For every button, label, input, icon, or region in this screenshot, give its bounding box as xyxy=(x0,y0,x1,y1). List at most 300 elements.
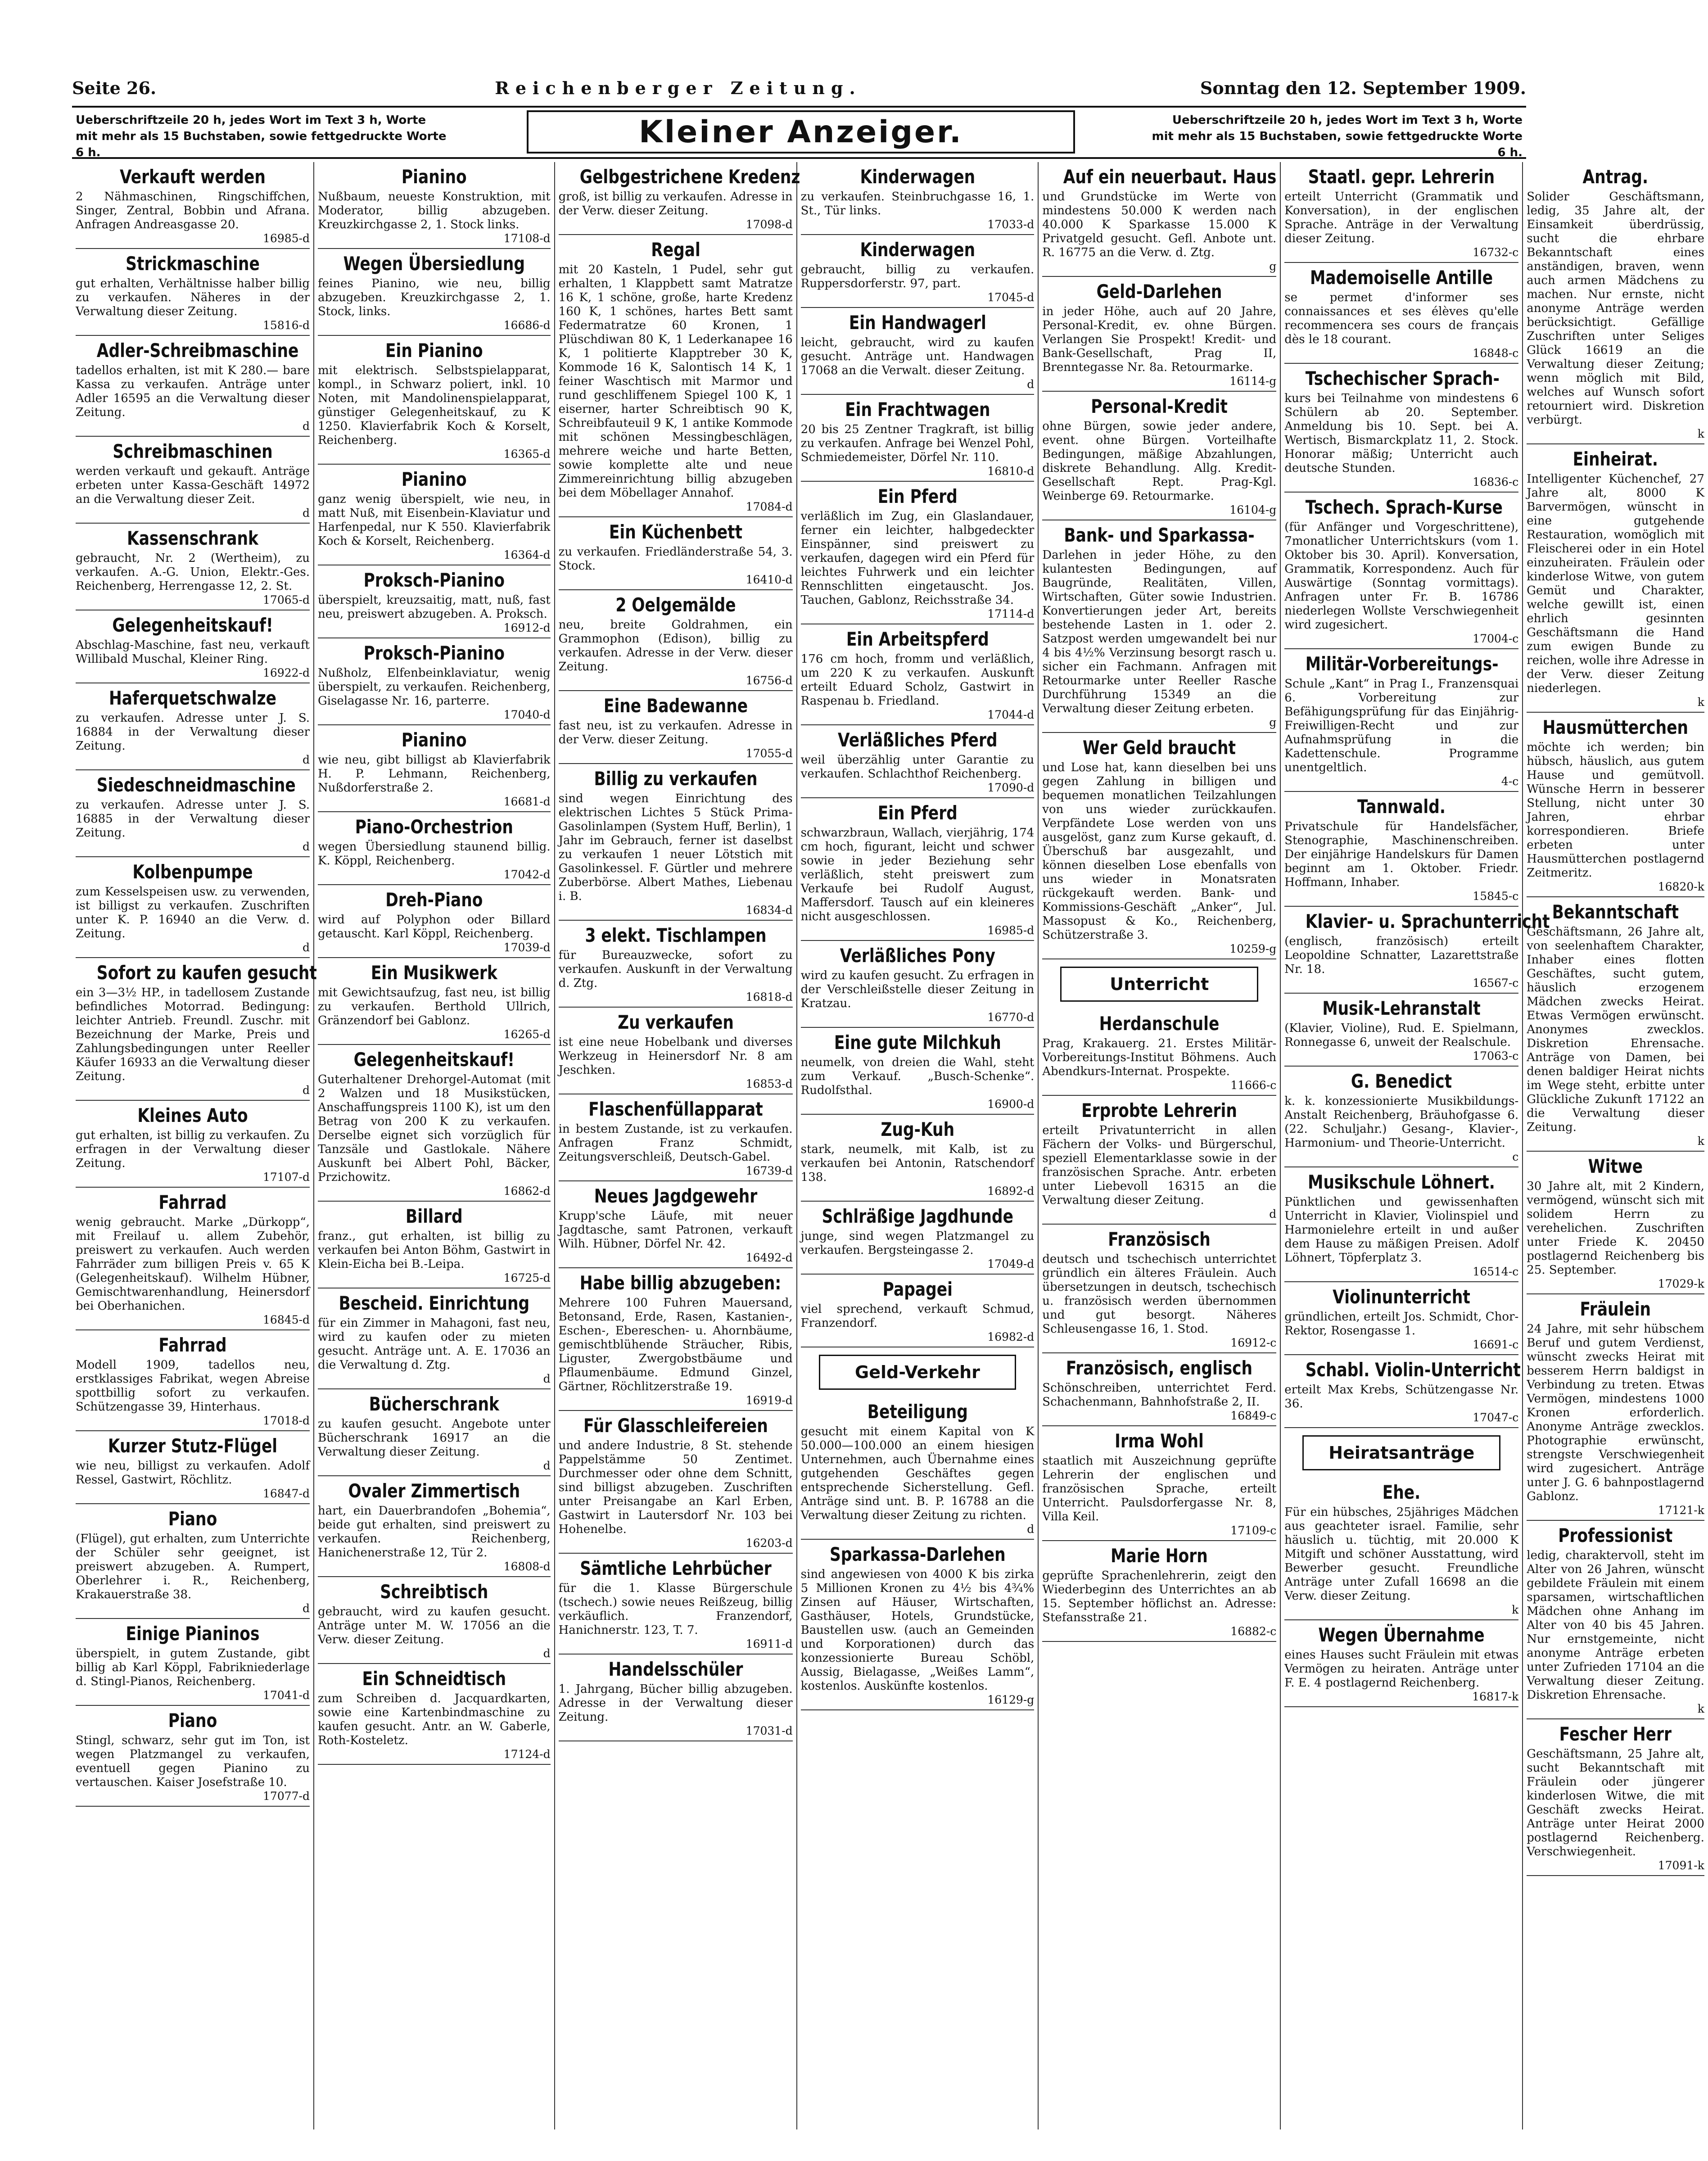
classified-ad xyxy=(559,1008,793,1094)
ad-body: zu kaufen gesucht. Angebote unter Bücherschrank 16917 an die Verwaltung dieser Zeitung. xyxy=(318,1417,551,1459)
classified-ad xyxy=(801,395,1035,482)
ad-body: Nußbaum, neueste Konstruktion, mit Moderator, billig abzugeben. Kreuzkirchgasse 2, 1. Stock links. xyxy=(318,190,551,231)
ad-body: ohne Bürgen, sowie jeder andere, event. ohne Bürgen. Vorteilhafte Bedingungen, mäßige Abzahlungen, diskrete Behandlung. Allg. Kredit-Gesellschaft Rept. Prag-Kgl. Weinberge 69. Retourmarke. xyxy=(1042,420,1277,503)
ad-body: und Lose hat, kann dieselben bei uns gegen Zahlung in billigen und bequemen monatlichen Teilzahlungen von uns wieder zurückkaufen. Verpfändete Lose werden von uns ausgelöst, ganz zum Kurse gekauft, d. Überschuß bar ausgezahlt, und können dieselben Lose ebenfalls von uns wieder in Monatsraten rückgekauft werden. Bank- und Kommissions-Geschäft „Anker“, Jul. Massopust & Ko., Reichenberg, Schützerstraße 3. xyxy=(1042,761,1277,942)
ad-reference: 16817-k xyxy=(1472,1690,1519,1703)
ad-body: ist eine neue Hobelbank und diverses Werkzeug in Heinersdorf Nr. 8 am Jeschken. xyxy=(558,1035,793,1077)
ad-reference: 16265-d xyxy=(503,1028,551,1041)
ad-body: gebraucht, billig zu verkaufen. Ruppersdorferstr. 97, part. xyxy=(800,263,1035,290)
classified-ad xyxy=(76,610,310,683)
ad-body: 20 bis 25 Zentner Tragkraft, ist billig zu verkaufen. Anfrage bei Wenzel Pohl, Schmiedemeister, Dörfel Nr. 110. xyxy=(800,423,1035,464)
ad-column xyxy=(1039,162,1281,2129)
classified-ad xyxy=(801,235,1035,308)
ad-body: (Flügel), gut erhalten, zum Unterrichte der Schüler sehr geeignet, ist preiswert abzugeben. A. Rumpert, Oberlehrer i. R., Reichenberg, Krakauerstraße 38. xyxy=(76,1532,310,1601)
classified-ad xyxy=(801,1028,1035,1115)
ad-body: erteilt Privatunterricht in allen Fächern der Volks- und Bürgerschul, speziell Elementarklasse sowie in der französischen Sprache. Antr. erbeten unter Liebevoll 16315 an die Verwaltung dieser Zeitung. xyxy=(1042,1124,1277,1207)
ad-body: 30 Jahre alt, mit 2 Kindern, vermögend, wünscht sich mit solidem Herrn zu verehelichen. Zuschriften unter Friede K. 20450 postlagernd Reichenberg bis 25. September. xyxy=(1527,1180,1704,1277)
ad-headline: Sparkassa-Darlehen xyxy=(829,1543,1006,1565)
classified-ad xyxy=(318,1389,551,1476)
ad-reference: 17041-d xyxy=(263,1689,310,1702)
ad-body: mit elektrisch. Selbstspielapparat, kompl., in Schwarz poliert, inkl. 10 Noten, mit Mandolinenspielapparat, günstiger Gelegenheitskauf, zu K 1250. Klavierfabrik Koch & Korselt, Reichenberg. xyxy=(318,364,551,447)
ad-reference: 16853-d xyxy=(746,1077,793,1090)
ad-headline: Ein Schneidtisch xyxy=(362,1668,506,1690)
ad-reference: 16732-c xyxy=(1473,246,1519,259)
ad-headline: Ein Musikwerk xyxy=(371,962,497,984)
ad-body: Solider Geschäftsmann, ledig, 35 Jahre alt, der Einsamkeit überdrüssig, sucht die ehrbare Bekanntschaft eines anständigen, braven, wenn auch armen Mädchens zu machen. Nur ernste, nicht anonyme Anträge werden berücksichtigt. Gefällige Zuschriften unter Seliges Glück 16619 an die Verwaltung dieser Zeitung; wenn möglich mit Bild, welches auf Wunsch sofort retourniert wird. Diskretion verbürgt. xyxy=(1527,190,1704,427)
ad-headline: Mademoiselle Antille xyxy=(1310,267,1493,289)
ad-reference: 16104-g xyxy=(1229,503,1277,516)
ad-reference: 16808-d xyxy=(503,1560,551,1573)
masthead xyxy=(72,77,1526,99)
ad-headline: Kassenschrank xyxy=(127,527,258,549)
ad-reference: 17121-k xyxy=(1658,1504,1704,1517)
ad-headline: Wegen Übersiedlung xyxy=(343,253,525,275)
ad-reference: c xyxy=(1512,1150,1519,1163)
ad-body: 2 Nähmaschinen, Ringschiffchen, Singer, Zentral, Bobbin und Afrana. Anfragen Andreasgasse 20. xyxy=(76,190,310,231)
classified-ad xyxy=(801,798,1035,941)
ad-column xyxy=(1523,162,1708,2129)
ad-body: Privatschule für Handelsfächer, Stenographie, Maschinenschreiben. Der einjährige Handelskurs für Damen beginnt am 1. Oktober. Friedr. Hoffmann, Inhaber. xyxy=(1284,820,1519,889)
classified-ad xyxy=(801,1115,1035,1202)
ad-headline: Ein Arbeitspferd xyxy=(846,628,989,650)
classified-ad xyxy=(1042,733,1276,959)
classified-ad xyxy=(1284,792,1518,907)
ad-reference: 17042-d xyxy=(503,868,551,881)
ad-headline: Marie Horn xyxy=(1111,1545,1208,1567)
classified-ad xyxy=(1042,1225,1276,1353)
ad-headline: Pianino xyxy=(401,468,467,490)
ad-body: Prag, Krakauerg. 21. Erstes Militär-Vorbereitungs-Institut Böhmens. Auch Abendkurs-Internat. Prospekte. xyxy=(1042,1037,1277,1078)
ad-body: für Bureauzwecke, sofort zu verkaufen. Auskunft in der Verwaltung d. Ztg. xyxy=(558,949,793,990)
page-number: Seite 26. xyxy=(72,77,157,98)
ad-headline: Einige Pianinos xyxy=(126,1623,260,1645)
ad-headline: Für Glasschleifereien xyxy=(583,1415,768,1437)
classified-ad xyxy=(1284,493,1518,649)
ad-reference: 17045-d xyxy=(987,291,1035,304)
classified-ad xyxy=(1284,994,1518,1067)
classified-ad xyxy=(801,1275,1035,1347)
ad-body: viel sprechend, verkauft Schmud, Franzendorf. xyxy=(800,1302,1035,1330)
classified-ad xyxy=(801,1202,1035,1275)
classified-ad xyxy=(1042,392,1276,520)
ad-headline: Bekanntschaft xyxy=(1552,901,1679,923)
ad-headline: Französisch, englisch xyxy=(1066,1357,1253,1379)
ad-reference: d xyxy=(1027,378,1035,391)
classified-ad xyxy=(1284,1355,1521,1428)
ad-headline: Wegen Übernahme xyxy=(1318,1624,1485,1646)
classified-ad xyxy=(1042,1096,1276,1225)
ad-reference: 16848-c xyxy=(1473,347,1519,360)
ad-reference: 15845-c xyxy=(1473,890,1519,903)
classified-ad xyxy=(559,235,793,517)
ad-reference: 11666-c xyxy=(1230,1079,1277,1092)
ad-headline: Pianino xyxy=(401,166,467,188)
ad-reference: d xyxy=(302,420,310,433)
ad-body: eines Hauses sucht Fräulein mit etwas Vermögen zu heiraten. Anträge unter F. E. 4 postlagernd Reichenberg. xyxy=(1284,1648,1519,1690)
ad-columns xyxy=(72,162,1704,2129)
ad-headline: Militär-Vorbereitungs- xyxy=(1306,653,1499,675)
classified-ad xyxy=(801,162,1035,235)
ad-body: neumelk, von dreien die Wahl, steht zum Verkauf. „Busch-Schenke“. Rudolfsthal. xyxy=(800,1056,1035,1097)
classified-ad xyxy=(76,1504,310,1619)
classified-ad xyxy=(1284,162,1518,263)
ad-reference: 17049-d xyxy=(987,1257,1035,1270)
classified-ad xyxy=(318,1045,551,1202)
ad-body: junge, sind wegen Platzmangel zu verkaufen. Bergsteingasse 2. xyxy=(800,1230,1035,1257)
ad-headline: Piano xyxy=(168,1508,217,1530)
ad-headline: Kinderwagen xyxy=(860,166,975,188)
ad-body: deutsch und tschechisch unterrichtet gründlich ein älteres Fräulein. Auch übersetzungen in deutsch, tschechisch u. französisch werden übernommen und gut besorgt. Näheres Schleusengasse 16, 1. Stod. xyxy=(1042,1252,1277,1336)
ad-reference: 16365-d xyxy=(503,448,551,461)
ad-headline: Ovaler Zimmertisch xyxy=(348,1480,520,1502)
ad-body: zu verkaufen. Friedländerstraße 54, 3. Stock. xyxy=(558,545,793,573)
classified-ad xyxy=(1042,1353,1276,1426)
ad-body: Für ein hübsches, 25jähriges Mädchen aus geachteter israel. Familie, sehr häuslich u. tüchtig, mit 20.000 K Mitgift und schöner Ausstattung, wird Bewerber gesucht. Freundliche Anträge unter Zufall 16698 an die Verw. dieser Zeitung. xyxy=(1284,1505,1519,1603)
ad-body: werden verkauft und gekauft. Anträge erbeten unter Kassa-Geschäft 14972 an die Verwaltung dieser Zeit. xyxy=(76,465,310,506)
ad-body: se permet d'informer ses connaissances et ses élèves qu'elle recommencera ses cours de français dès le 18 courant. xyxy=(1284,291,1519,346)
ad-reference: 15816-d xyxy=(263,319,310,332)
ad-reference: 16725-d xyxy=(503,1271,551,1284)
classified-ad xyxy=(1284,1620,1518,1707)
ad-headline: Billig zu verkaufen xyxy=(594,768,758,790)
ad-headline: Verkauft werden xyxy=(120,166,266,188)
ad-body: Schule „Kant“ in Prag I., Franzensquai 6. Vorbereitung zur Befähigungsprüfung für das Einjährig-Freiwilligen-Recht und zur Aufnahmsprüfung in die Kadettenschule. Programme unentgeltlich. xyxy=(1284,677,1519,774)
ad-reference: k xyxy=(1697,696,1704,709)
section-box-heading: Unterricht xyxy=(1060,967,1258,1002)
ad-body: wegen Übersiedlung staunend billig. K. Köppl, Reichenberg. xyxy=(318,840,551,868)
ad-reference: 17077-d xyxy=(263,1790,310,1803)
ad-headline: Antrag. xyxy=(1582,166,1649,188)
classified-ad xyxy=(801,482,1035,624)
ad-headline: Französisch xyxy=(1108,1228,1211,1250)
ad-body: wird auf Polyphon oder Billard getauscht. Karl Köppl, Reichenberg. xyxy=(318,913,551,940)
ad-body: in bestem Zustande, ist zu verkaufen. Anfragen Franz Schmidt, Zeitungsverschleiß, Deutsch-Gabel. xyxy=(558,1122,793,1164)
classified-ad xyxy=(1042,162,1276,277)
classified-ad xyxy=(76,1330,310,1431)
ad-body: erteilt Unterricht (Grammatik und Konversation), in der englischen Sprache. Anträge in der Verwaltung dieser Zeitung. xyxy=(1284,190,1519,245)
ad-headline: Kinderwagen xyxy=(860,239,975,261)
ad-body: verläßlich im Zug, ein Glaslandauer, ferner ein leichter, halbgedeckter Einspänner, sind preiswert zu verkaufen, dagegen wird ein Pferd für leichtes Fuhrwerk und ein leichter Rennschlitten eingetauscht. Jos. Tauchen, Gablonz, Reichsstraße 34. xyxy=(800,510,1035,607)
ad-body: leicht, gebraucht, wird zu kaufen gesucht. Anträge unt. Handwagen 17068 an die Verwalt. dieser Zeitung. xyxy=(800,336,1035,377)
ad-headline: Fräulein xyxy=(1580,1298,1651,1320)
classified-ad xyxy=(1284,1282,1518,1355)
ad-body: Pünktlichen und gewissenhaften Unterricht in Klavier, Violinspiel und Harmonielehre erteilt in und außer dem Hause zu mäßigen Preisen. Adolf Löhnert, Töpferplatz 3. xyxy=(1284,1195,1519,1265)
ad-reference: 16810-d xyxy=(987,465,1035,478)
ad-body: überspielt, kreuzsaitig, matt, nuß, fast neu, preiswert abzugeben. A. Proksch. xyxy=(318,593,551,621)
ad-body: zum Kesselspeisen usw. zu verwenden, ist billigst zu verkaufen. Zuschriften unter K. P. 16940 an die Verw. d. Zeitung. xyxy=(76,885,310,940)
ad-reference: 17033-d xyxy=(987,218,1035,231)
ad-reference: d xyxy=(1027,1523,1035,1536)
classified-ad xyxy=(559,691,793,764)
ad-reference: 17031-d xyxy=(746,1724,793,1737)
ad-body: geprüfte Sprachenlehrerin, zeigt den Wiederbeginn des Unterrichtes an ab 15. September höflichst an. Adresse: Stefansstraße 21. xyxy=(1042,1569,1277,1624)
ad-reference: 17084-d xyxy=(746,500,793,513)
rate-note-left: Ueberschriftzeile 20 h, jedes Wort im Text 3 h, Worte mit mehr als 15 Buchstaben, sowie fettgedruckte Worte 6 h. xyxy=(76,113,447,159)
ad-reference: 16862-d xyxy=(503,1184,551,1198)
ad-headline: Adler-Schreibmaschine xyxy=(96,339,299,362)
classified-ad xyxy=(559,590,793,691)
ad-reference: d xyxy=(543,1459,551,1472)
classified-ad xyxy=(318,162,551,249)
ad-body: in jeder Höhe, auch auf 20 Jahre, Personal-Kredit, ev. ohne Bürgen. Verlangen Sie Prospekt! Kredit- und Bank-Gesellschaft, Prag II, Brenntegasse Nr. 8a. Retourmarke. xyxy=(1042,305,1277,374)
ad-body: schwarzbraun, Wallach, vierjährig, 174 cm hoch, figurant, leicht und schwer sowie in jeder Beziehung sehr verläßlich, steht preiswert zum Verkaufe bei Rudolf August, Maffersdorf. Tausch auf ein kleineres nicht ausgeschlossen. xyxy=(800,826,1035,923)
ad-headline: Tschechischer Sprach- xyxy=(1306,367,1500,389)
ad-headline: Ein Pferd xyxy=(877,485,958,507)
ad-reference: 17004-c xyxy=(1473,632,1519,645)
classified-ad xyxy=(559,764,793,921)
ad-headline: Personal-Kredit xyxy=(1091,395,1228,417)
ad-headline: Hausmütterchen xyxy=(1542,716,1689,738)
ad-headline: Proksch-Pianino xyxy=(363,642,505,664)
section-box-heading: Heiratsanträge xyxy=(1302,1435,1500,1470)
ad-body: neu, breite Goldrahmen, ein Grammophon (Edison), billig zu verkaufen. Adresse in der Verw. dieser Zeitung. xyxy=(558,618,793,674)
ad-body: Nußholz, Elfenbeinklaviatur, wenig überspielt, zu verkaufen. Reichenberg, Giselagasse Nr. 16, parterre. xyxy=(318,666,551,708)
classified-ad xyxy=(1284,907,1550,994)
ad-body: kurs bei Teilnahme von mindestens 6 Schülern ab 20. September. Anmeldung bis 10. Sept. bei A. Wertisch, Bismarckplatz 11, 2. Stock. Honorar mäßig; Unterricht auch deutsche Stunden. xyxy=(1284,392,1519,475)
ad-reference: 16912-c xyxy=(1230,1336,1277,1349)
ad-reference: g xyxy=(1269,260,1277,273)
ad-reference: 16849-c xyxy=(1230,1409,1277,1422)
classified-ad xyxy=(76,1619,310,1706)
ad-reference: 16922-d xyxy=(263,666,310,679)
ad-reference: 17091-k xyxy=(1658,1859,1704,1872)
classified-ad xyxy=(801,624,1035,725)
ad-headline: Irma Wohl xyxy=(1115,1430,1204,1452)
ad-reference: 16770-d xyxy=(987,1011,1035,1024)
ad-headline: Gelegenheitskauf! xyxy=(353,1049,515,1071)
ad-body: wie neu, billigst zu verkaufen. Adolf Ressel, Gastwirt, Röchlitz. xyxy=(76,1459,310,1487)
ad-reference: 17109-c xyxy=(1230,1524,1277,1537)
ad-headline: Verläßliches Pferd xyxy=(837,729,998,751)
ad-headline: Kurzer Stutz-Flügel xyxy=(108,1435,278,1457)
ad-reference: 16492-d xyxy=(746,1251,793,1264)
ad-reference: 17090-d xyxy=(987,781,1035,794)
ad-reference: k xyxy=(1697,1135,1704,1148)
ad-headline: Bücherschrank xyxy=(369,1393,499,1415)
ad-body: Schönschreiben, unterrichtet Ferd. Schachenmann, Bahnhofstraße 2, II. xyxy=(1042,1381,1277,1409)
ad-reference: 16686-d xyxy=(503,319,551,332)
ad-body: überspielt, in gutem Zustande, gibt billig ab Karl Köppl, Fabrikniederlage d. Stingl-Pianos, Reichenberg. xyxy=(76,1647,310,1688)
ad-headline: 3 elekt. Tischlampen xyxy=(585,924,767,946)
ad-body: Guterhaltener Drehorgel-Automat (mit 2 Walzen und 18 Musikstücken, Anschaffungspreis 1100 K), ist um den Betrag von 200 K zu verkaufen. Derselbe eignet sich vorzüglich für Tanzsäle und Gastlokale. Nähere Auskunft bei Albert Pohl, Bäcker, Przichowitz. xyxy=(318,1073,551,1184)
classified-ad xyxy=(1042,1009,1276,1096)
ad-reference: d xyxy=(543,1372,551,1385)
ad-body: stark, neumelk, mit Kalb, ist zu verkaufen bei Antonin, Ratschendorf 138. xyxy=(800,1143,1035,1184)
ad-reference: 17055-d xyxy=(746,747,793,760)
ad-headline: Musik-Lehranstalt xyxy=(1322,997,1481,1019)
ad-reference: 16410-d xyxy=(746,573,793,586)
classified-ad xyxy=(1527,713,1704,897)
ad-headline: Papagei xyxy=(882,1278,953,1300)
classified-ad xyxy=(318,725,551,812)
ad-body: Abschlag-Maschine, fast neu, verkauft Willibald Muschal, Kleiner Ring. xyxy=(76,638,310,666)
ad-reference: d xyxy=(302,1084,310,1097)
classified-ad xyxy=(318,565,551,638)
ad-body: sind wegen Einrichtung des elektrischen Lichtes 5 Stück Prima-Gasolinlampen (System Huff, Berlin), 1 Jahr im Gebrauch, ferner ist daselbst zu verkaufen 1 neuer Lötstich mit Gasolinkessel. F. Gürtler und mehrere Zuberbörse. Albert Mathes, Liebenau i. B. xyxy=(558,792,793,903)
ad-reference: k xyxy=(1697,1702,1704,1715)
classified-ad xyxy=(318,249,551,336)
ad-reference: d xyxy=(302,1602,310,1615)
ad-column xyxy=(314,162,555,2129)
ad-reference: 4-c xyxy=(1501,775,1519,788)
section-title: Kleiner Anzeiger. xyxy=(527,110,1075,154)
ad-reference: 17029-k xyxy=(1658,1277,1704,1290)
ad-headline: Geld-Darlehen xyxy=(1096,280,1222,303)
classified-ad xyxy=(1284,1167,1518,1282)
ad-reference: 17044-d xyxy=(987,708,1035,721)
ad-reference: 17047-c xyxy=(1473,1411,1519,1424)
ad-body: ledig, charaktervoll, steht im Alter von 26 Jahren, wünscht gebildete Fräulein mit einem sparsamen, wirtschaftlichen Mädchen ohne Anhang im Alter von 40 bis 45 Jahren. Nur ernstgemeinte, nicht anonyme Anträge erbeten unter Zufrieden 17104 an die Verwaltung dieser Zeitung. Diskretion Ehrensache. xyxy=(1527,1549,1704,1702)
ad-headline: Neues Jagdgewehr xyxy=(594,1185,757,1207)
classified-ad xyxy=(558,162,800,235)
classified-ad xyxy=(801,1540,1035,1710)
section-box-heading: Geld-Verkehr xyxy=(819,1355,1017,1390)
classified-ad xyxy=(1527,162,1704,444)
ad-body: Geschäftsmann, 25 Jahre alt, sucht Bekanntschaft mit Fräulein oder jüngerer kinderlosen Witwe, die mit Geschäft zwecks Heirat. Anträge unter Heirat 2000 postlagernd Reichenberg. Verschwiegenheit. xyxy=(1527,1747,1704,1858)
rate-note-right: Ueberschriftzeile 20 h, jedes Wort im Text 3 h, Worte mit mehr als 15 Buchstaben, sowie fettgedruckte Worte 6 h. xyxy=(1152,113,1523,159)
classified-ad xyxy=(318,1288,551,1389)
classified-ad xyxy=(559,1411,793,1554)
classified-ad xyxy=(76,683,310,770)
ad-headline: Proksch-Pianino xyxy=(363,569,505,591)
ad-reference: 16567-c xyxy=(1473,977,1519,990)
ad-headline: Bank- und Sparkassa- xyxy=(1064,524,1255,546)
ad-reference: 16892-d xyxy=(987,1184,1035,1198)
ad-headline: Strickmaschine xyxy=(126,253,260,275)
classified-ad xyxy=(76,1706,310,1807)
classified-ad xyxy=(318,1577,551,1664)
ad-headline: Piano-Orchestrion xyxy=(355,816,513,838)
ad-body: gebraucht, wird zu kaufen gesucht. Anträge unter M. W. 17056 an die Verw. dieser Zeitung. xyxy=(318,1605,551,1646)
classified-ad xyxy=(76,162,310,249)
ad-reference: 16818-d xyxy=(746,990,793,1004)
ad-body: wird zu kaufen gesucht. Zu erfragen in der Verschleißstelle dieser Zeitung in Kratzau. xyxy=(800,969,1035,1010)
ad-body: 24 Jahre, mit sehr hübschem Beruf und gutem Verdienst, wünscht zwecks Heirat mit besserem Herrn baldigst in Verbindung zu treten. Etwas Vermögen, mindestens 1000 Kronen erforderlich. Anonyme Anträge zwecklos. Photographie erwünscht, strengste Verschwiegenheit wird zugesichert. Anträge unter J. G. 6 bahnpostlagernd Gablonz. xyxy=(1527,1322,1704,1503)
ad-headline: Erprobte Lehrerin xyxy=(1081,1099,1238,1121)
ad-headline: Auf ein neuerbaut. Haus xyxy=(1063,166,1277,188)
ad-reference: g xyxy=(1269,716,1277,729)
classified-ad xyxy=(1527,1521,1704,1719)
ad-reference: 16911-d xyxy=(746,1637,793,1650)
ad-headline: Billard xyxy=(406,1205,463,1227)
ad-reference: 16203-d xyxy=(746,1537,793,1550)
ad-body: Geschäftsmann, 26 Jahre alt, von seelenhaftem Charakter, Inhaber eines flotten Geschäftes, sucht gutem, häuslich erzogenem Mädchen zwecks Heirat. Etwas Vermögen erwünscht. Anonymes zwecklos. Diskretion Ehrensache. Anträge von Damen, bei denen baldiger Heirat nichts im Wege steht, erbitte unter Glückliche Zukunft 17122 an die Verwaltung dieser Zeitung. xyxy=(1527,925,1704,1134)
ad-headline: Flaschenfüllapparat xyxy=(588,1098,763,1120)
ad-body: (englisch, französisch) erteilt Leopoldine Schnatter, Lazarettstraße Nr. 18. xyxy=(1284,935,1519,976)
classified-ad xyxy=(801,308,1035,395)
ad-body: gut erhalten, Verhältnisse halber billig zu verkaufen. Näheres in der Verwaltung dieser Zeitung. xyxy=(76,277,310,318)
ad-reference: d xyxy=(1269,1207,1277,1221)
ad-reference: 16691-c xyxy=(1473,1338,1519,1351)
ad-reference: 10259-g xyxy=(1229,942,1277,955)
ad-body: und Grundstücke im Werte von mindestens 50.000 K werden nach 40.000 K Sparkasse 15.000 K Privatgeld gesucht. Gefl. Anbote unt. R. 16775 an die Verw. d. Ztg. xyxy=(1042,190,1277,259)
ad-reference: 16129-g xyxy=(987,1693,1035,1706)
ad-column xyxy=(1281,162,1550,2129)
classified-ad xyxy=(1042,277,1276,392)
ad-column xyxy=(797,162,1039,2129)
ad-reference: 16836-c xyxy=(1473,475,1519,488)
ad-body: möchte ich werden; bin hübsch, häuslich, aus gutem Hause und gemütvoll. Wünsche Herrn in besserer Stellung, nicht unter 30 Jahren, ehrbar korrespondieren. Briefe erbeten unter Hausmütterchen postlagernd Zeitmeritz. xyxy=(1527,741,1704,880)
ad-body: für ein Zimmer in Mahagoni, fast neu, wird zu kaufen oder zu mieten gesucht. Anträge unt. A. E. 17036 an die Verwaltung d. Ztg. xyxy=(318,1316,551,1372)
ad-body: zu verkaufen. Adresse unter J. S. 16884 in der Verwaltung dieser Zeitung. xyxy=(76,711,310,753)
ad-headline: Bescheid. Einrichtung xyxy=(339,1292,530,1314)
ad-reference: 16114-g xyxy=(1229,375,1277,388)
ad-body: wie neu, gibt billigst ab Klavierfabrik H. P. Lehmann, Reichenberg, Nußdorferstraße 2. xyxy=(318,753,551,795)
classified-ad xyxy=(1527,1719,1704,1876)
ad-reference: d xyxy=(302,753,310,766)
ad-body: 176 cm hoch, fromm und verläßlich, um 220 K zu verkaufen. Auskunft erteilt Eduard Scholz, Gastwirt in Raspenau b. Friedland. xyxy=(800,652,1035,708)
ad-headline: Pianino xyxy=(401,729,467,751)
ad-headline: Eine gute Milchkuh xyxy=(834,1031,1001,1053)
classified-ad xyxy=(1527,1294,1704,1521)
ad-headline: Professionist xyxy=(1558,1524,1673,1546)
classified-ad xyxy=(76,1431,310,1504)
ad-headline: Einheirat. xyxy=(1572,448,1658,470)
classified-ad xyxy=(76,336,310,437)
ad-headline: Schabl. Violin-Unterricht xyxy=(1306,1359,1521,1381)
ad-reference: 16919-d xyxy=(746,1394,793,1407)
ad-body: k. k. konzessionierte Musikbildungs-Anstalt Reichenberg, Bräuhofgasse 6. (22. Schuljahr.) Gesang-, Klavier-, Harmonium- und Theorie-Unterricht. xyxy=(1284,1094,1519,1150)
ad-reference: 17040-d xyxy=(503,708,551,721)
ad-body: und andere Industrie, 8 St. stehende Pappelstämme 50 Zentimet. Durchmesser oder ohne dem Schnitt, sind billigst abzugeben. Zuschriften unter Preisangabe an Karl Erben, Gastwirt in Lautersdorf Nr. 103 bei Hohenelbe. xyxy=(558,1439,793,1536)
ad-body: zu verkaufen. Steinbruchgasse 16, 1. St., Tür links. xyxy=(800,190,1035,217)
ad-headline: Zu verkaufen xyxy=(617,1011,734,1033)
ad-headline: Klavier- u. Sprachunterricht xyxy=(1306,910,1550,932)
ad-headline: Ein Frachtwagen xyxy=(845,398,990,420)
ad-reference: 17108-d xyxy=(503,232,551,245)
classified-ad xyxy=(559,1094,793,1181)
ad-headline: Kleines Auto xyxy=(137,1104,248,1126)
classified-ad xyxy=(559,921,793,1008)
ad-reference: 16985-d xyxy=(263,232,310,245)
ad-headline: Wer Geld braucht xyxy=(1083,737,1236,759)
ad-body: gut erhalten, ist billig zu verkaufen. Zu erfragen in der Verwaltung dieser Zeitung. xyxy=(76,1129,310,1170)
classified-ad xyxy=(318,1476,551,1577)
classified-ad xyxy=(1284,263,1518,364)
classified-ad xyxy=(318,885,551,958)
ad-body: Modell 1909, tadellos neu, erstklassiges Fabrikat, wegen Abreise spottbillig sofort zu verkaufen. Schützengasse 39, Hinterhaus. xyxy=(76,1358,310,1414)
ad-body: franz., gut erhalten, ist billig zu verkaufen bei Anton Böhm, Gastwirt in Klein-Eicha bei B.-Leipa. xyxy=(318,1230,551,1271)
ad-headline: G. Benedict xyxy=(1351,1070,1452,1092)
ad-body: feines Pianino, wie neu, billig abzugeben. Kreuzkirchgasse 2, 1. Stock, links. xyxy=(318,277,551,318)
ad-body: (für Anfänger und Vorgeschrittene), 7monatlicher Unterrichtskurs (vom 1. Oktober bis 30. April). Konversation, Grammatik, Korrespondenz. Auch für Auswärtige (Sonntag vormittags). Anfragen unter Fr. B. 16786 niederlegen Wollste Verschwiegenheit wird zugesichert. xyxy=(1284,520,1519,632)
ad-reference: 17107-d xyxy=(263,1171,310,1184)
ad-body: sind angewiesen von 4000 K bis zirka 5 Millionen Kronen zu 4½ bis 4¾% Zinsen auf Häuser, Wirtschaften, Gasthäuser, Hotels, Grundstücke, Baustellen usw. (auch an Gemeinden und Korporationen) durch das konzessionierte Bureau Schöbl, Aussig, Bielagasse, „Weißes Lamm“, kostenlos. Auskünfte kostenlos. xyxy=(800,1568,1035,1693)
ad-headline: Siedeschneidmaschine xyxy=(96,774,296,796)
ad-body: mit 20 Kasteln, 1 Pudel, sehr gut erhalten, 1 Klappbett samt Matratze 16 K, 1 schöne, große, harte Kredenz 160 K, 1 schönes, hartes Bett samt Federmatratze 60 Kronen, 1 Plüschdiwan 80 K, 1 Lederkanapee 16 K, 1 politierte Klapptreber 30 K, Kommode 16 K, Salontisch 14 K, 1 feiner Waschtisch mit Marmor und rund geschliffenem Spiegel 100 K, 1 eiserner, harter Schreibtisch 90 K, Schreibfauteuil 9 K, 1 antike Kommode mit schönen Messingbeschlägen, mehrere weiche und harte Betten, sowie komplette alte und neue Zimmereinrichtung billig abzugeben bei dem Möbellager Annahof. xyxy=(558,263,793,500)
ad-body: tadellos erhalten, ist mit K 280.— bare Kassa zu verkaufen. Anträge unter Adler 16595 an die Verwaltung dieser Zeitung. xyxy=(76,364,310,419)
ad-body: fast neu, ist zu verkaufen. Adresse in der Verw. dieser Zeitung. xyxy=(558,719,793,746)
ad-headline: Ein Handwagerl xyxy=(849,312,986,334)
ad-body: zu verkaufen. Adresse unter J. S. 16885 in der Verwaltung dieser Zeitung. xyxy=(76,798,310,840)
ad-reference: 17114-d xyxy=(987,607,1035,620)
ad-body: weil überzählig unter Garantie zu verkaufen. Schlachthof Reichenberg. xyxy=(800,753,1035,781)
ad-reference: 16985-d xyxy=(987,924,1035,937)
ad-body: Darlehen in jeder Höhe, zu den kulantesten Bedingungen, auf Baugründe, Realitäten, Villen, Wirtschaften, Güter sowie Industrien. Konvertierungen jeder Art, bereits bestehende Lasten in 1. oder 2. Satzpost werden umgewandelt bei nur 4 bis 4½% Verzinsung besorgt rasch u. sicher ein Fachmann. Anfragen mit Retourmarke unter Reeller Rasche Durchführung 15349 an die Verwaltung dieser Zeitung erbeten. xyxy=(1042,548,1277,715)
ad-reference: k xyxy=(1697,427,1704,440)
classified-ad xyxy=(76,857,310,958)
ad-headline: Fahrrad xyxy=(158,1191,227,1213)
ad-body: für die 1. Klasse Bürgerschule (tschech.) sowie neues Reißzeug, billig verkäuflich. Franzendorf, Hanichnerstr. 123, T. 7. xyxy=(558,1582,793,1637)
ad-headline: Handelsschüler xyxy=(608,1658,743,1680)
classified-ad xyxy=(76,437,310,524)
ad-headline: 2 Oelgemälde xyxy=(615,594,736,616)
ad-column xyxy=(72,162,317,2129)
ad-body: groß, ist billig zu verkaufen. Adresse in der Verw. dieser Zeitung. xyxy=(558,190,793,217)
ad-body: Intelligenter Küchenchef, 27 Jahre alt, 8000 K Barvermögen, wünscht in eine gutgehende Restauration, womöglich mit Fleischerei oder in ein Hotel einzuheiraten. Fräulein oder kinderlose Witwe, von gutem Gemüt und Charakter, welche gewillt ist, einen ehrlich gesinnten Geschäftsmann die Hand zum ewigen Bunde zu reichen, wolle ihre Adresse in der Verw. dieser Zeitung niederlegen. xyxy=(1527,472,1704,695)
classified-ad xyxy=(318,1202,551,1288)
classified-ad xyxy=(76,1101,310,1188)
